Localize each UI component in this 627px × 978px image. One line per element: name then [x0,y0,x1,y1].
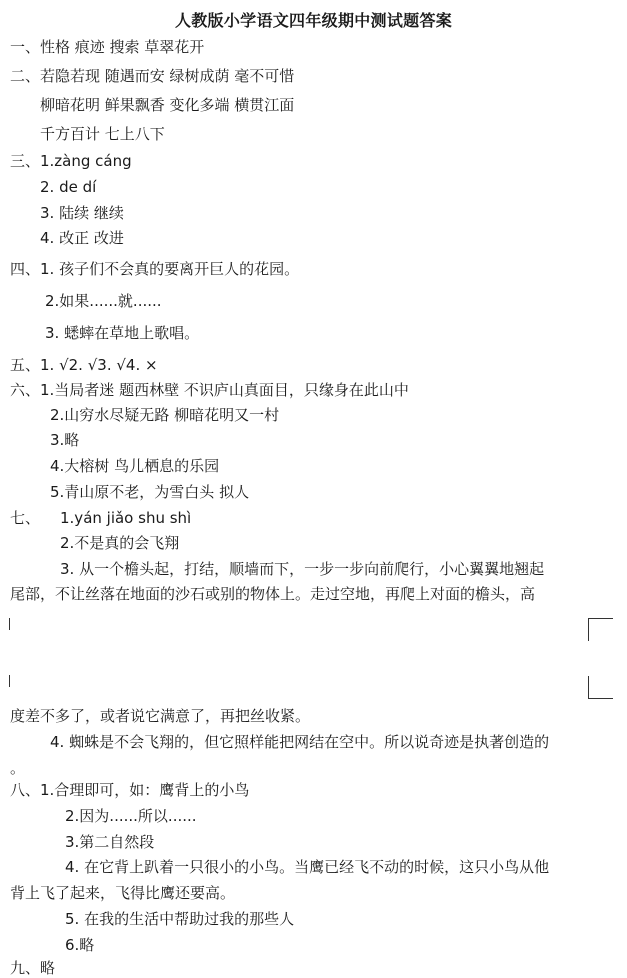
answer-line-7-3: 3. 从一个檐头起，打结，顺墙而下，一步一步向前爬行，小心翼翼地翘起 [60,560,545,578]
answer-line-3-2: 2. de dí [40,178,97,196]
answer-line-1-1: 一、性格 痕迹 搜索 草翠花开 [10,38,205,56]
answer-line-8-4-cont: 背上飞了起来，飞得比鹰还要高。 [10,884,236,902]
answer-line-7-3-end: 度差不多了，或者说它满意了，再把丝收紧。 [10,707,311,725]
answer-line-7-1: 1.yán jiǎo shu shì [60,509,192,527]
answer-line-6-5: 5.青山原不老，为雪白头 拟人 [50,483,250,501]
document-title: 人教版小学语文四年级期中测试题答案 [174,11,453,30]
answer-line-6-4: 4.大榕树 鸟儿栖息的乐园 [50,457,220,475]
answer-line-7-2: 2.不是真的会飞翔 [60,534,180,552]
answer-line-3-1: 三、1.zàng cáng [10,152,132,170]
answer-line-6-3: 3.略 [50,431,80,449]
page-break-mark-bottom-left [9,675,22,687]
answer-line-8-2: 2.因为......所以...... [65,807,197,825]
answer-line-3-4: 4. 改正 改进 [40,229,124,247]
section-7-heading: 七、 [10,509,41,527]
answer-line-4-2: 2.如果......就...... [45,292,162,310]
answer-line-7-4-end: 。 [10,759,26,777]
page-break-mark-top-left [9,618,22,630]
answer-line-5-1: 五、1. √2. √3. √4. × [10,356,158,374]
answer-line-8-6: 6.略 [65,936,95,954]
answer-line-6-1: 六、1.当局者迷 题西林壁 不识庐山真面目，只缘身在此山中 [10,381,409,399]
answer-line-3-3: 3. 陆续 继续 [40,204,124,222]
answer-line-2-2: 柳暗花明 鲜果飘香 变化多端 横贯江面 [40,96,295,114]
answer-line-2-3: 千方百计 七上八下 [40,125,165,143]
answer-line-8-4: 4. 在它背上趴着一只很小的小鸟。当鹰已经飞不动的时候，这只小鸟从他 [65,858,550,876]
answer-line-4-3: 3. 蟋蟀在草地上歌唱。 [45,324,200,342]
answer-line-6-2: 2.山穷水尽疑无路 柳暗花明又一村 [50,406,280,424]
page-break-mark-bottom-right [588,676,613,699]
answer-line-8-5: 5. 在我的生活中帮助过我的那些人 [65,910,295,928]
answer-line-8-3: 3.第二自然段 [65,833,155,851]
answer-line-7-3-cont: 尾部，不让丝落在地面的沙石或别的物体上。走过空地，再爬上对面的檐头，高 [10,585,536,603]
page-break-mark-top-right [588,618,613,641]
answer-line-4-1: 四、1. 孩子们不会真的要离开巨人的花园。 [10,260,300,278]
answer-line-9-1: 九、略 [10,959,56,977]
answer-line-7-4: 4. 蜘蛛是不会飞翔的，但它照样能把网结在空中。所以说奇迹是执著创造的 [50,733,550,751]
answer-line-8-1: 八、1.合理即可，如：鹰背上的小鸟 [10,781,250,799]
answer-line-2-1: 二、若隐若现 随遇而安 绿树成荫 毫不可惜 [10,67,295,85]
